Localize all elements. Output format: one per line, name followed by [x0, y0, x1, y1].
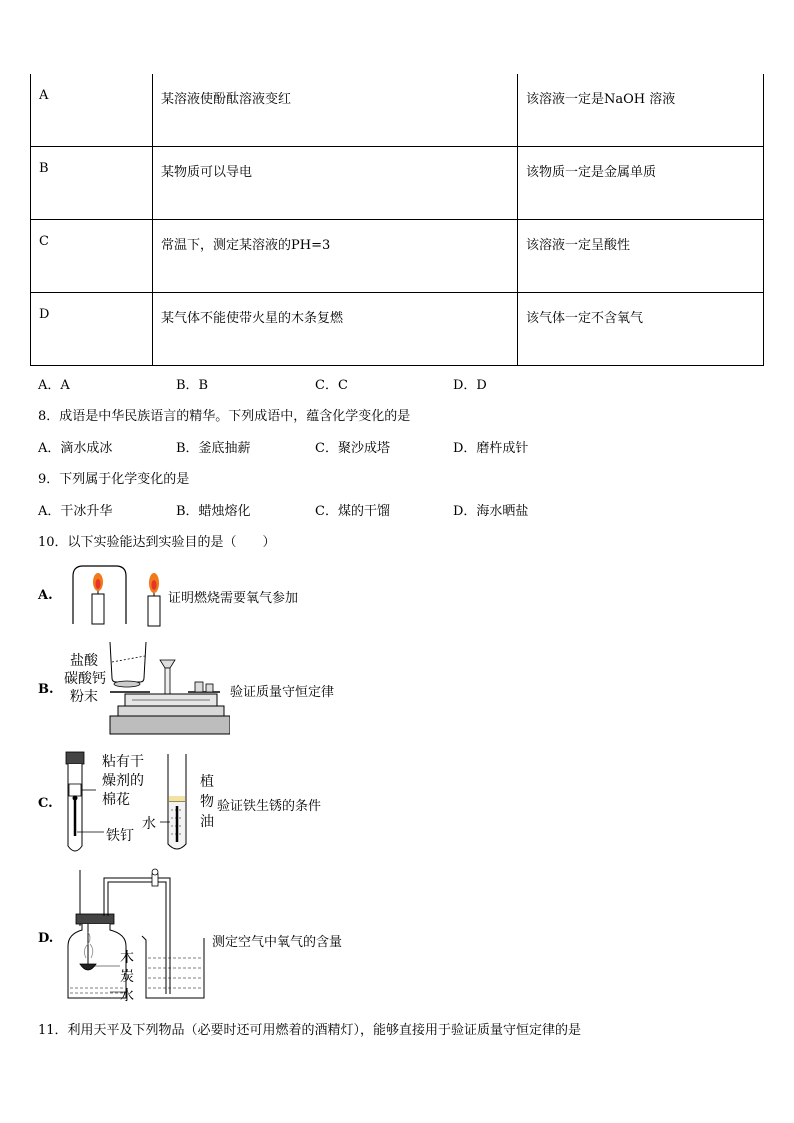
row-conclusion: 该气体一定不含氧气 — [518, 293, 764, 366]
oil-tag-1: 植 — [200, 774, 214, 790]
option-a-caption: 证明燃烧需要氧气参加 — [168, 591, 299, 606]
row-condition: 某溶液使酚酞溶液变红 — [153, 74, 518, 147]
option-d[interactable]: D．磨杵成针 — [453, 441, 529, 456]
option-a[interactable]: A．A — [38, 378, 70, 393]
candle-experiment-figure — [68, 562, 168, 628]
table-row — [31, 74, 764, 147]
options-table — [30, 74, 764, 366]
table-row — [31, 220, 764, 293]
option-d-caption: 测定空气中氧气的含量 — [212, 935, 343, 950]
table-row — [31, 293, 764, 366]
q9-stem: 9．下列属于化学变化的是 — [38, 472, 190, 487]
cotton-tag-3: 棉花 — [102, 792, 130, 808]
row-conclusion: 该溶液一定是NaOH 溶液 — [518, 74, 764, 147]
cotton-tag-2: 燥剂的 — [102, 773, 144, 789]
option-c[interactable]: C．C — [315, 378, 348, 393]
balance-figure — [100, 638, 230, 738]
q8-stem: 8．成语是中华民族语言的精华。下列成语中，蕴含化学变化的是 — [38, 409, 411, 424]
oil-tube-figure — [160, 752, 200, 856]
row-key: D — [31, 293, 153, 366]
option-a[interactable]: A．干冰升华 — [38, 504, 113, 519]
option-b[interactable]: B．蜡烛熔化 — [176, 504, 251, 519]
option-b[interactable]: B．B — [176, 378, 209, 393]
option-c-caption: 验证铁生锈的条件 — [217, 799, 322, 814]
oxygen-apparatus-figure — [60, 866, 210, 1006]
option-c[interactable]: C．聚沙成塔 — [315, 441, 390, 456]
calcium-carbonate-tag: 碳酸钙 — [64, 671, 106, 687]
charcoal-tag-1: 木 — [120, 950, 134, 966]
table-row — [31, 147, 764, 220]
water-tag-d: 水 — [120, 988, 134, 1004]
option-b-caption: 验证质量守恒定律 — [230, 685, 335, 700]
row-key: B — [31, 147, 153, 220]
row-key: A — [31, 74, 153, 147]
option-a-label[interactable]: A. — [38, 588, 53, 603]
q11-stem: 11．利用天平及下列物品（必要时还可用燃着的酒精灯），能够直接用于验证质量守恒定律的是 — [38, 1023, 582, 1038]
option-d[interactable]: D．D — [453, 378, 487, 393]
row-conclusion: 该物质一定是金属单质 — [518, 147, 764, 220]
row-condition: 常温下，测定某溶液的PH=3 — [153, 220, 518, 293]
hydrochloric-acid-tag: 盐酸 — [70, 653, 98, 669]
row-conclusion: 该溶液一定呈酸性 — [518, 220, 764, 293]
powder-tag: 粉末 — [70, 689, 98, 705]
option-c[interactable]: C．煤的干馏 — [315, 504, 390, 519]
oil-tag-2: 物 — [200, 794, 214, 810]
charcoal-tag-2: 炭 — [120, 969, 134, 985]
option-b-label[interactable]: B. — [38, 682, 54, 697]
row-condition: 某物质可以导电 — [153, 147, 518, 220]
cotton-tag-1: 粘有干 — [102, 754, 144, 770]
oil-tag-3: 油 — [200, 814, 214, 830]
option-d-label[interactable]: D. — [38, 931, 54, 946]
option-b[interactable]: B．釜底抽薪 — [176, 441, 251, 456]
q10-stem: 10．以下实验能达到实验目的是（ ） — [38, 535, 276, 550]
row-key: C — [31, 220, 153, 293]
water-tag: 水 — [142, 816, 156, 832]
option-c-label[interactable]: C. — [38, 796, 53, 811]
iron-nail-tag: 铁钉 — [106, 828, 134, 844]
option-a[interactable]: A．滴水成冰 — [38, 441, 113, 456]
row-condition: 某气体不能使带火星的木条复燃 — [153, 293, 518, 366]
option-d[interactable]: D．海水晒盐 — [453, 504, 529, 519]
